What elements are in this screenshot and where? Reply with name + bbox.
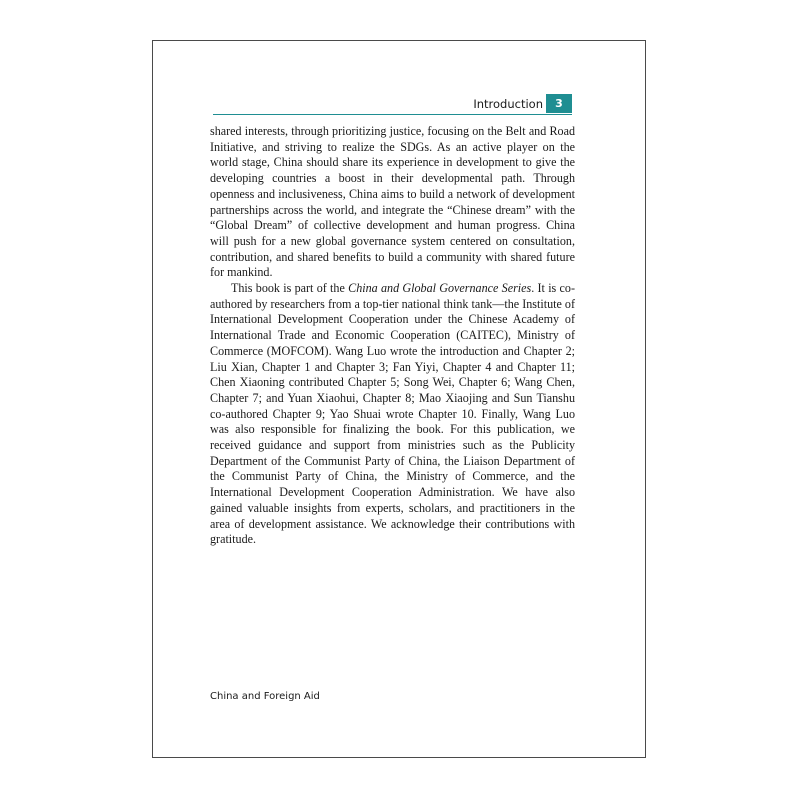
paragraph-2-rest: . It is co-authored by researchers from a top-tier national think tank—the Institute of International Development Cooperation under the Chinese Academy of International Trade and Economic Cooperation (CAITEC), Ministry of Commerce (MOFCOM). Wang Luo wrote the introduction and Chapter 2; Liu Xian, Chapter 1 and Chapter 3; Fan Yiyi, Chapter 4 and Chapter 11; Chen Xiaoning contributed Chapter 5; Song Wei, Chapter 6; Wang Chen, Chapter 7; and Yuan Xiaohui, Chapter 8; Mao Xiaojing and Sun Tianshu co-authored Chapter 9; Yao Shuai wrote Chapter 10. Finally, Wang Luo was also responsible for finalizing the book. For this publication, we received guidance and support from ministries such as the Publicity Department of the Communist Party of China, the Liaison Department of the Communist Party of China, the Ministry of Commerce, and the International Development Cooperation Administration. We have also gained valuable insights from experts, scholars, and practitioners in the area of development assistance. We acknowledge their contributions with gratitude. (210, 281, 575, 547)
paragraph-1: shared interests, through prioritizing justice, focusing on the Belt and Road Initiative, and striving to realize the SDGs. As an active player on the world stage, China should share its experience in development to give the developing countries a boost in their developmental path. Through openness and inclusiveness, China aims to build a network of development partnerships across the world, and integrate the “Chinese dream” with the “Global Dream” of collective development and human progress. China will push for a new global governance system centered on consultation, contribution, and shared benefits to build a community with shared future for mankind. (210, 124, 575, 280)
running-footer: China and Foreign Aid (210, 691, 320, 702)
book-page (152, 40, 646, 758)
running-header (213, 94, 572, 115)
series-title: China and Global Governance Series (348, 281, 532, 296)
paragraph-2-intro: This book is part of the (231, 281, 349, 296)
body-text (210, 124, 575, 548)
header-title: Introduction (473, 97, 543, 111)
page-number-badge: 3 (546, 94, 572, 113)
paragraph-2 (210, 281, 575, 548)
